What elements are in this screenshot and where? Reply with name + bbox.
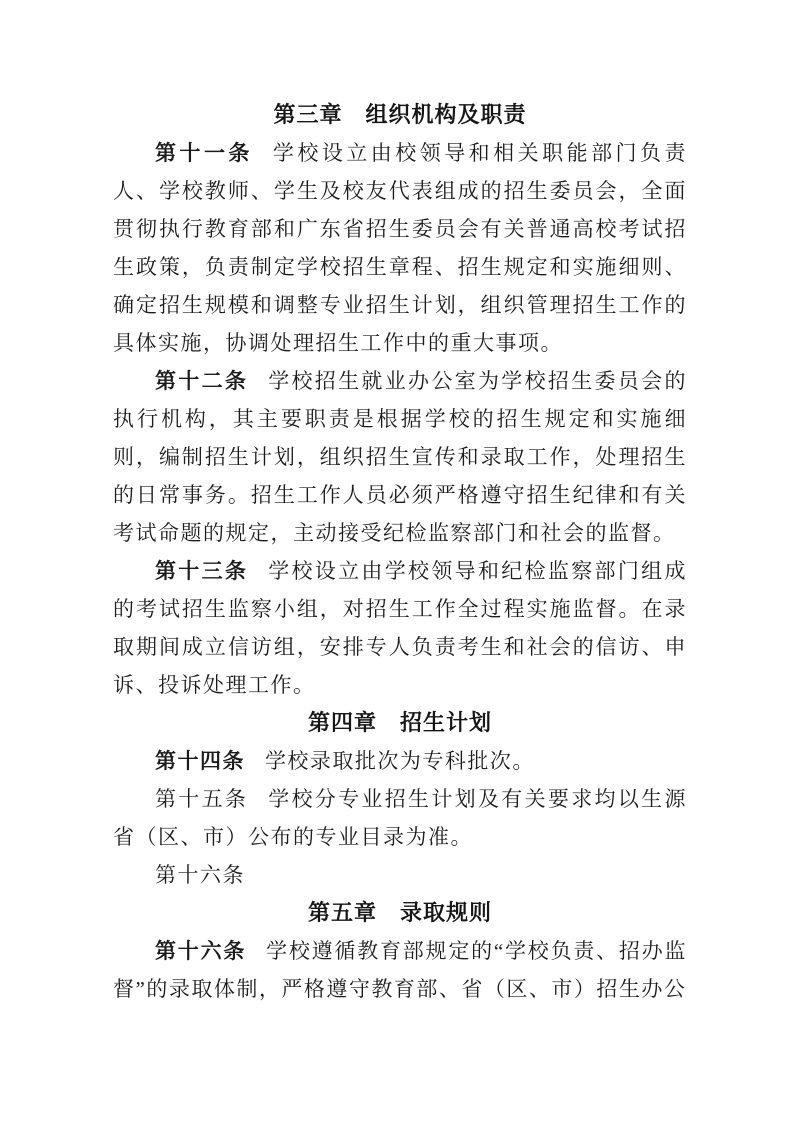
chapter-heading: 第三章 组织机构及职责 xyxy=(273,102,527,127)
article-paragraph xyxy=(113,856,687,894)
article-term: 第十一条 xyxy=(155,141,253,165)
article-text: 学校招生就业办公室为学校招生委员会的执行机构，其主要职责是根据学校的招生规定和实施细则，编制招生计划，组织招生宣传和录取工作，处理招生的日常事务。招生工作人员必须严格遵守招生纪律和有关考试命题的规定，主动接受纪检监察部门和社会的监督。 xyxy=(113,369,687,545)
article-term: 第十二条 xyxy=(155,369,249,393)
article-term: 第十六条 xyxy=(155,939,247,963)
chapter-heading: 第四章 招生计划 xyxy=(307,710,492,735)
article-text: 学校分专业招生计划及有关要求均以生源省（区、市）公布的专业目录为准。 xyxy=(113,787,687,849)
article-paragraph xyxy=(113,134,687,362)
article-text: 学校设立由学校领导和纪检监察部门组成的考试招生监察小组，对招生工作全过程实施监督。在录取期间成立信访组，安排专人负责考生和社会的信访、申诉、投诉处理工作。 xyxy=(113,559,687,697)
document-content xyxy=(113,96,687,1008)
article-paragraph xyxy=(113,362,687,552)
article-text: 学校遵循教育部规定的“学校负责、招办监督”的录取体制，严格遵守教育部、省（区、市）招生办公 xyxy=(113,939,687,1001)
chapter-heading: 第五章 录取规则 xyxy=(307,900,492,925)
article-term: 第十六条 xyxy=(155,863,245,887)
article-term: 第十四条 xyxy=(155,749,245,773)
article-paragraph xyxy=(113,552,687,704)
article-text: 学校设立由校领导和相关职能部门负责人、学校教师、学生及校友代表组成的招生委员会，全面贯彻执行教育部和广东省招生委员会有关普通高校考试招生政策，负责制定学校招生章程、招生规定和实施细则、确定招生规模和调整专业招生计划，组织管理招生工作的具体实施，协调处理招生工作中的重大事项。 xyxy=(113,141,688,355)
article-paragraph xyxy=(113,780,687,856)
article-paragraph xyxy=(113,742,687,780)
article-term: 第十五条 xyxy=(155,787,249,811)
article-term: 第十三条 xyxy=(155,559,249,583)
article-paragraph xyxy=(113,932,687,1008)
article-text: 学校录取批次为专科批次。 xyxy=(264,749,535,773)
